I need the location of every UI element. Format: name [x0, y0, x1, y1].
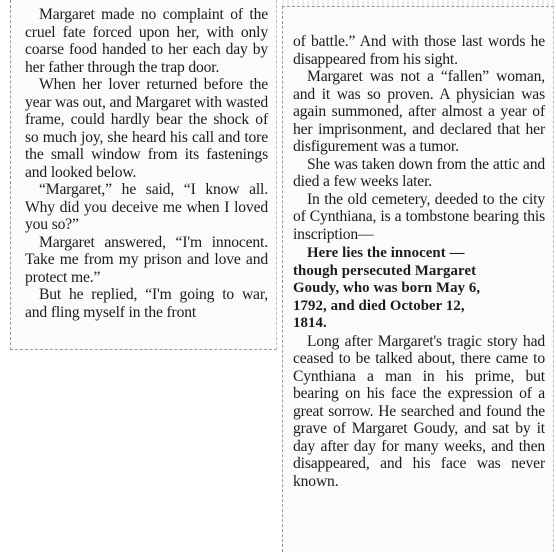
inscription-line: Goudy, who was born May 6, — [293, 280, 481, 296]
paragraph: Margaret was not a “fallen” woman, and it was so proven. A physician was again summoned, after almost a year of her imprisonment, and declared that her disfigurement was a tumor. — [293, 68, 545, 155]
inscription-line: 1792, and died October 12, — [293, 297, 465, 314]
paragraph: Margaret answered, “I'm innocent. Take me from my prison and love and protect me.” — [25, 233, 268, 286]
tombstone-inscription — [293, 245, 545, 333]
inscription-line: Here lies the innocent — — [307, 245, 465, 261]
paragraph: When her lover returned before the year was out, and Margaret with wasted frame, could hardly bear the shock of so much joy, she heard his call and tore the small window from its fastenings and looked below. — [25, 76, 269, 181]
paragraph: Margaret made no complaint of the cruel fate forced upon her, with only coarse food handed to her each day by her father through the trap door. — [25, 6, 268, 76]
paragraph: of battle.” And with those last words he disappeared from his sight. — [293, 33, 545, 68]
inscription-line: 1814. — [293, 315, 327, 331]
paragraph: In the old cemetery, deeded to the city of Cynthiana, is a tombstone bearing this inscription— — [293, 190, 545, 243]
paragraph: “Margaret,” he said, “I know all. Why did you deceive me when I loved you so?” — [25, 181, 268, 233]
clipping-column-right — [282, 6, 554, 552]
clipping-column-left — [10, 0, 277, 350]
inscription-line: though persecuted Margaret — [293, 262, 477, 279]
paragraph: But he replied, “I'm going to war, and fling myself in the front — [25, 286, 268, 321]
paragraph: She was taken down from the attic and died a few weeks later. — [293, 155, 545, 190]
paragraph: Long after Margaret's tragic story had ceased to be talked about, there came to Cynthiana a man in his prime, but bearing on his face the expression of a great sorrow. He searched and found the grave of Margaret Goudy, and sat by it day after day for many weeks, and then disappeared, and his face was never known. — [293, 332, 545, 490]
